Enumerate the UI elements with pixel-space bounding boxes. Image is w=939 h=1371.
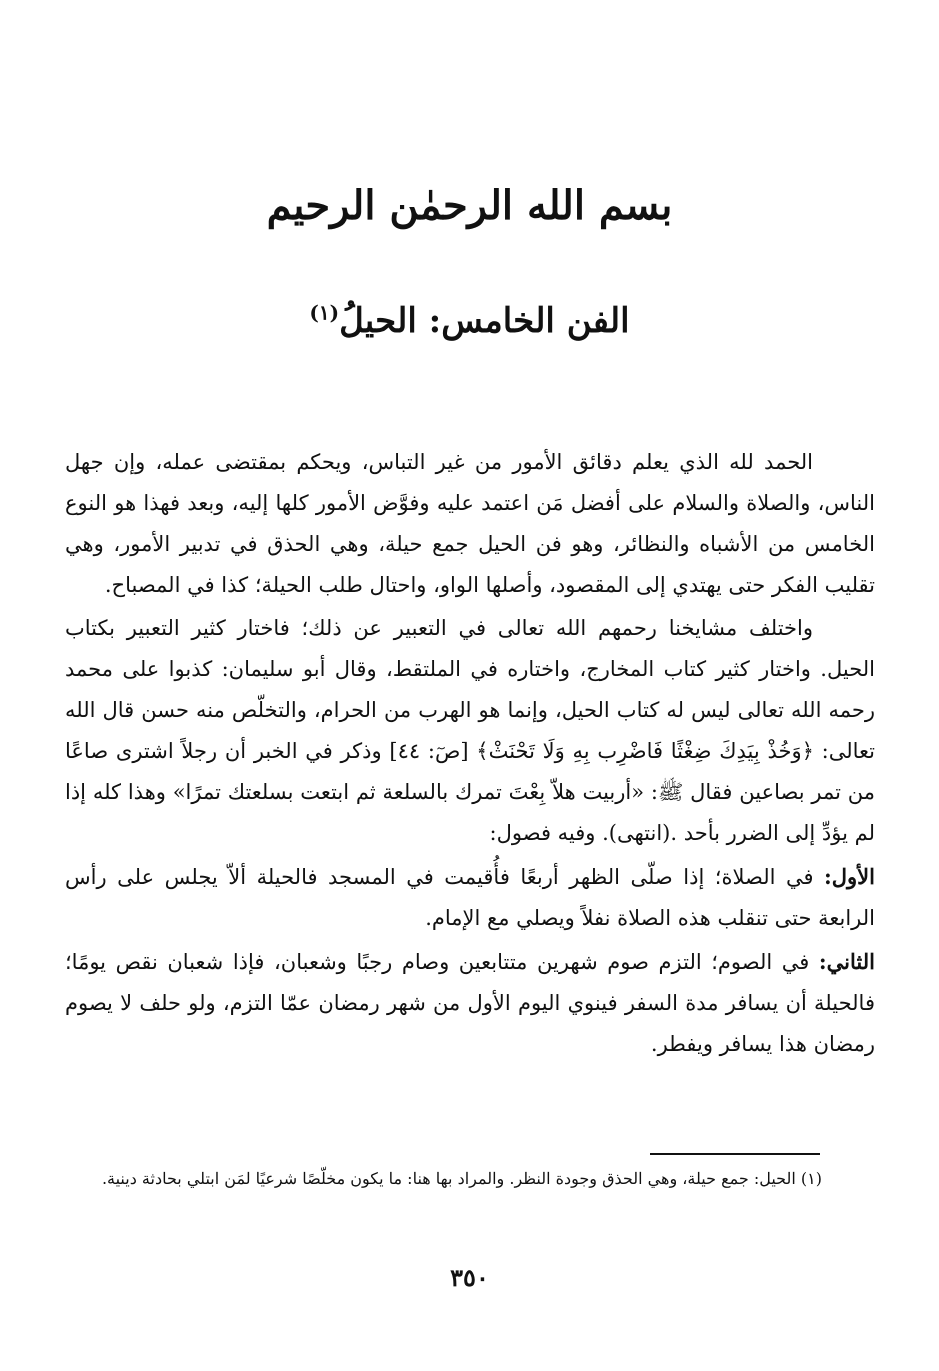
body-text [65,442,875,1065]
chapter-footnote-mark: (١) [309,300,340,325]
section-prayer-text: في الصلاة؛ إذا صلّى الظهر أربعًا فأُقيمت في المسجد فالحيلة ألاّ يجلس على رأس الرابعة حتى تنقلب هذه الصلاة نفلاً ويصلي مع الإمام. [65,865,875,930]
section-prayer [65,856,875,939]
section-fasting [65,941,875,1065]
section-fasting-lead: الثاني: [818,949,875,974]
section-prayer-lead: الأول: [824,864,875,889]
section-fasting-text: في الصوم؛ التزم صوم شهرين متتابعين وصام رجبًا وشعبان، فإذا شعبان نقص يومًا؛ فالحيلة أن يسافر مدة السفر فينوي اليوم الأول من شهر رمضان عمّا التزم، ولو حلف لا يصوم رمضان هذا يسافر ويفطر. [65,950,875,1056]
basmala-heading: بسم الله الرحمٰن الرحيم [266,182,673,229]
paragraph-intro: الحمد لله الذي يعلم دقائق الأمور من غير التباس، ويحكم بمقتضى عمله، وإن جهل الناس، والصلاة والسلام على أفضل مَن اعتمد عليه وفوَّض الأمور كلها إليه، وبعد فهذا هو النوع الخامس من الأشباه والنظائر، وهو فن الحيل جمع حيلة، وهي الحذق في تدبير الأمور، وهي تقليب الفكر حتى يهتدي إلى المقصود، وأصلها الواو، واحتال طلب الحيلة؛ كذا في المصباح. [65,450,875,597]
paragraph-naming: واختلف مشايخنا رحمهم الله تعالى في التعبير عن ذلك؛ فاختار كثير التعبير بكتاب الحيل. واختار كثير كتاب المخارج، واختاره في الملتقط، وقال أبو سليمان: كذبوا على محمد رحمه الله تعالى ليس له كتاب الحيل، وإنما هو الهرب من الحرام، والتخلّص منه حسن قال الله تعالى: ﴿وَخُذْ بِيَدِكَ ضِغْثًا فَاضْرِب بِهِ وَلَا تَحْنَثْ﴾ [صٓ: ٤٤] وذكر في الخبر أن رجلاً اشترى صاعًا من تمر بصاعين فقال ﷺ: «أربيت هلاّ بِعْتَ تمرك بالسلعة ثم ابتعت بسلعتك تمرًا» وهذا كله إذا لم يؤدِّ إلى الضرر بأحد .(انتهى). وفيه فصول: [65,616,875,845]
page-number: ٣٥٠ [450,1263,489,1292]
chapter-title-text: الفن الخامس: الحيلُ [339,301,630,341]
chapter-title [0,298,939,346]
footnote: (١) الحيل: جمع حيلة، وهي الحذق وجودة النظر. والمراد بها هنا: ما يكون مخلّصًا شرعيًا لمَن ابتلي بحادثة دينية. [101,1169,822,1188]
footnote-divider [650,1153,820,1155]
